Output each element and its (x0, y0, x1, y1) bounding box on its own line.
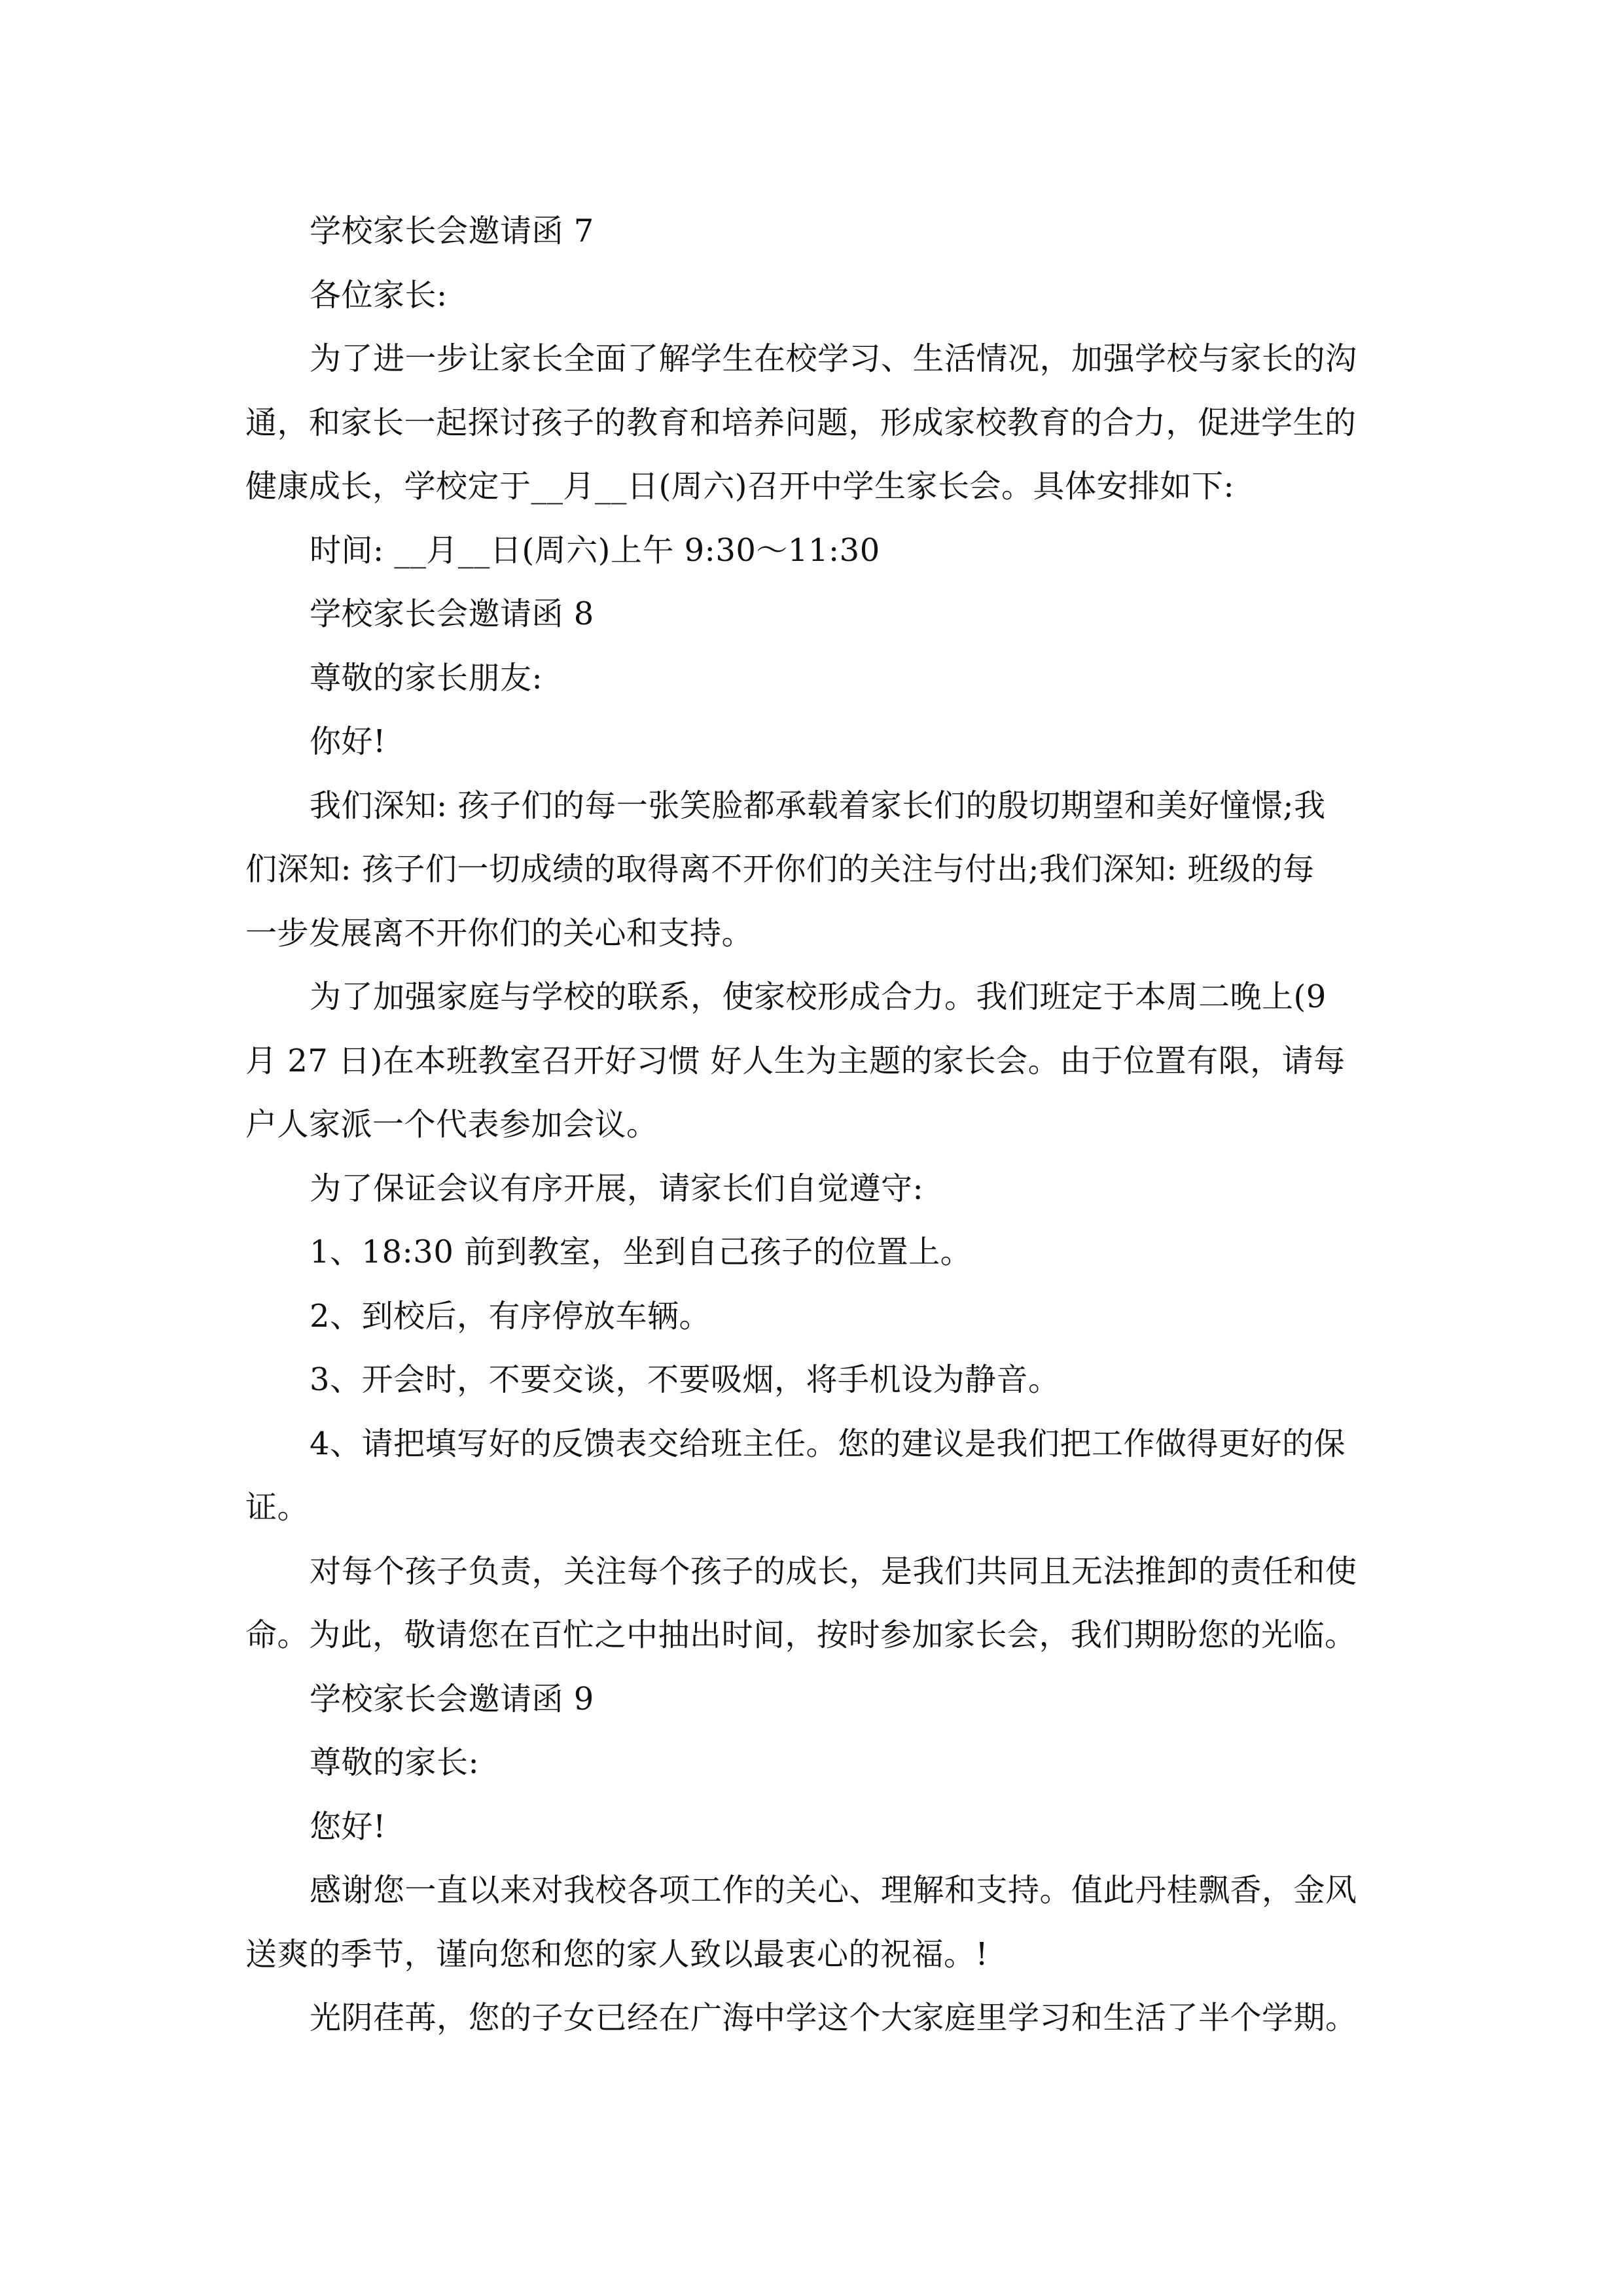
paragraph-line: 为了加强家庭与学校的联系，使家校形成合力。我们班定于本周二晚上(9 (310, 978, 1327, 1015)
rule-item: 1、18:30 前到教室，坐到自己孩子的位置上。 (310, 1234, 972, 1270)
rule-item: 4、请把填写好的反馈表交给班主任。您的建议是我们把工作做得更好的保 (310, 1425, 1346, 1462)
schedule-time: 时间: __月__日(周六)上午 9:30～11:30 (310, 531, 880, 569)
document-body (245, 200, 1404, 2051)
paragraph-line: 为了保证会议有序开展，请家长们自觉遵守: (310, 1170, 924, 1207)
paragraph-line: 送爽的季节，谨向您和您的家人致以最衷心的祝福。! (245, 1935, 989, 1973)
salutation: 尊敬的家长朋友: (310, 659, 543, 696)
rule-item: 3、开会时，不要交谈，不要吸烟，将手机设为静音。 (310, 1361, 1060, 1398)
greeting: 你好! (310, 723, 386, 760)
paragraph-line: 通，和家长一起探讨孩子的教育和培养问题，形成家校教育的合力，促进学生的 (245, 404, 1357, 441)
rule-item: 2、到校后，有序停放车辆。 (310, 1297, 711, 1335)
greeting: 您好! (310, 1808, 386, 1845)
section-heading-7: 学校家长会邀请函 7 (310, 213, 594, 249)
paragraph-line: 感谢您一直以来对我校各项工作的关心、理解和支持。值此丹桂飘香，金风 (310, 1872, 1357, 1909)
salutation: 各位家长: (310, 276, 448, 314)
section-heading-8: 学校家长会邀请函 8 (310, 596, 594, 632)
rule-item-continued: 证。 (245, 1489, 310, 1526)
paragraph-line: 月 27 日)在本班教室召开好习惯 好人生为主题的家长会。由于位置有限，请每 (245, 1042, 1346, 1079)
paragraph-line: 命。为此，敬请您在百忙之中抽出时间，按时参加家长会，我们期盼您的光临。 (245, 1617, 1357, 1653)
paragraph-line: 一步发展离不开你们的关心和支持。 (245, 914, 754, 952)
paragraph-line: 我们深知: 孩子们的每一张笑脸都承载着家长们的殷切期望和美好憧憬;我 (310, 787, 1326, 824)
paragraph-line: 光阴荏苒，您的子女已经在广海中学这个大家庭里学习和生活了半个学期。 (310, 2000, 1357, 2036)
paragraph-line: 为了进一步让家长全面了解学生在校学习、生活情况，加强学校与家长的沟 (310, 340, 1357, 377)
paragraph-line: 对每个孩子负责，关注每个孩子的成长，是我们共同且无法推卸的责任和使 (310, 1552, 1357, 1590)
salutation: 尊敬的家长: (310, 1744, 480, 1781)
section-heading-9: 学校家长会邀请函 9 (310, 1680, 594, 1717)
paragraph-line: 户人家派一个代表参加会议。 (245, 1106, 658, 1143)
paragraph-line: 健康成长，学校定于__月__日(周六)召开中学生家长会。具体安排如下: (245, 468, 1235, 505)
paragraph-line: 们深知: 孩子们一切成绩的取得离不开你们的关注与付出;我们深知: 班级的每 (245, 851, 1315, 888)
